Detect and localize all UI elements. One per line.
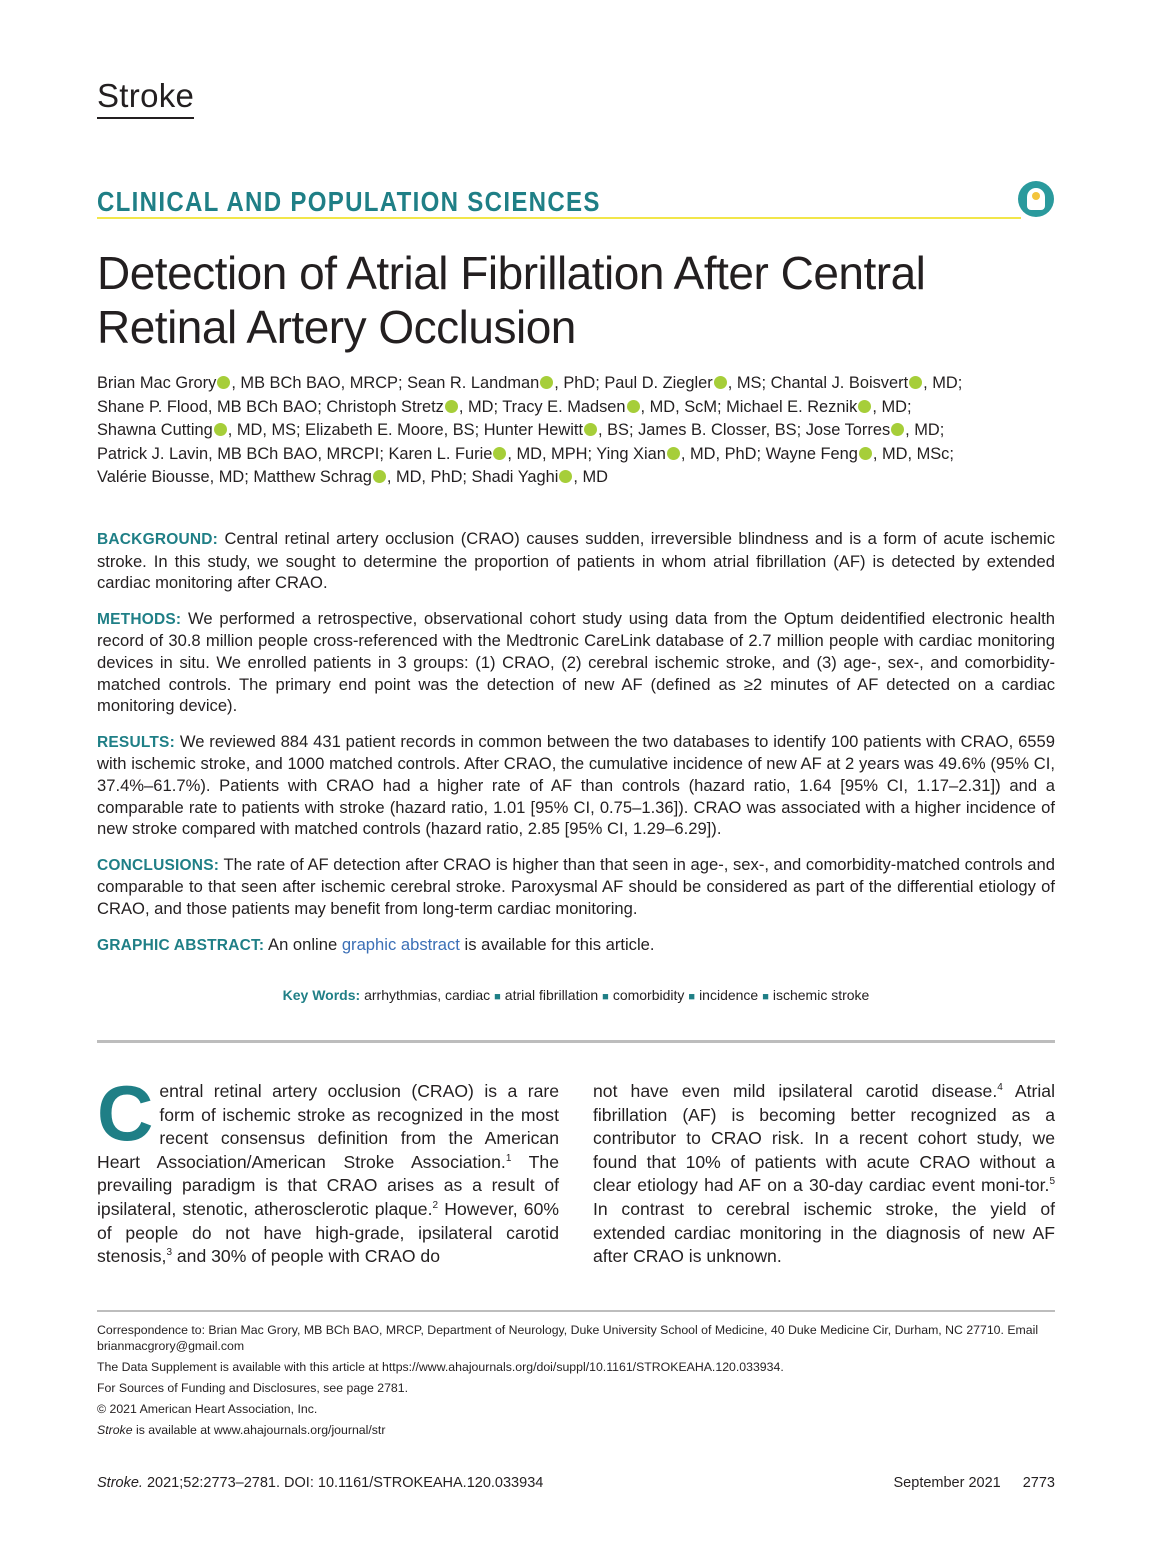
body-text: The prevailing paradigm is that CRAO arises as a result of ipsilateral, stenotic, atherosclerotic plaque.: [97, 1151, 559, 1219]
body-text: and 30% of people with CRAO do: [172, 1246, 440, 1267]
author-name: Wayne Feng: [765, 444, 858, 463]
author-degrees: BS: [607, 421, 629, 439]
methods-text: We performed a retrospective, observational cohort study using data from the Optum deidentified electronic health record of 30.8 million people cross-referenced with the Medtronic CareLink database of 2.7 million people with cardiac monitoring devices in situ. We enrolled patients in 3 groups: (1) CRAO, (2) cerebral ischemic stroke, and (3) age-, sex-, and comorbidity-matched controls. The primary end point was the detection of new AF (defined as ≥2 minutes of AF detected on a cardiac monitoring device).: [97, 608, 1055, 716]
footer-date: September 2021: [893, 1475, 1001, 1491]
abstract-background: [97, 528, 1055, 594]
conclusions-label: CONCLUSIONS:: [97, 856, 220, 874]
footnotes: [97, 1322, 1055, 1443]
author-name: Matthew Schrag: [253, 468, 372, 486]
author-degrees: MD: [582, 468, 609, 486]
author-degrees: MD, MPH: [516, 444, 588, 463]
author-name: Chantal J. Boisvert: [770, 374, 909, 392]
author-degrees: PhD: [563, 374, 596, 392]
correspondence: Correspondence to: Brian Mac Grory, MB BCh BAO, MRCP, Department of Neurology, Duke University School of Medicine, 40 Duke Medicine Cir, Durham, NC 27710. Email brianmacgrory@gmail.com: [97, 1323, 1039, 1353]
citation-ref: 1: [505, 1152, 512, 1164]
author-name: Ying Xian: [596, 444, 666, 463]
author-degrees: MD: [932, 374, 958, 392]
keyword: arrhythmias, cardiac: [364, 987, 491, 1003]
author-degrees: MD: [218, 468, 245, 486]
keyword-separator-icon: ■: [688, 991, 696, 1003]
keyword: comorbidity: [612, 987, 685, 1003]
author-degrees: MD, PhD: [395, 468, 463, 486]
author-degrees: MD, MSc: [882, 444, 950, 463]
body-text: entral retinal artery occlusion (CRAO) is a rare form of ischemic stroke as recognized in the most recent consensus definition from the American Heart Association/American Stroke Association.: [97, 1081, 559, 1172]
footnote-divider: [97, 1310, 1055, 1312]
abstract-graphic: [97, 934, 1055, 957]
orcid-icon[interactable]: [714, 376, 727, 389]
author-degrees: MS: [736, 374, 762, 392]
orcid-icon[interactable]: [858, 400, 871, 413]
orcid-icon[interactable]: [217, 376, 230, 389]
divider: [97, 1040, 1055, 1043]
copyright: © 2021 American Heart Association, Inc.: [97, 1402, 318, 1416]
author-name: Shane P. Flood: [97, 397, 208, 416]
orcid-icon[interactable]: [627, 400, 640, 413]
orcid-icon[interactable]: [373, 470, 386, 483]
author-name: Shawna Cutting: [97, 421, 213, 439]
author-name: Michael E. Reznik: [726, 397, 858, 416]
author-name: Brian Mac Grory: [97, 374, 217, 392]
orcid-icon[interactable]: [445, 400, 458, 413]
citation-ref: 2: [432, 1200, 439, 1212]
orcid-icon[interactable]: [667, 447, 680, 460]
author-name: Karen L. Furie: [388, 444, 493, 463]
background-label: BACKGROUND:: [97, 531, 219, 548]
author-degrees: MB BCh BAO: [217, 397, 318, 416]
availability: [97, 1422, 1055, 1438]
keyword: ischemic stroke: [772, 987, 870, 1003]
author-degrees: MB BCh BAO, MRCP: [240, 374, 398, 392]
results-text: We reviewed 884 431 patient records in common between the two databases to identify 100 patients with CRAO, 6559 with ischemic stroke, and 1000 matched controls. After CRAO, the cumulative incidence of new AF at 2 years was 49.6% (95% CI, 37.4%–61.7%). Patients with CRAO had a higher rate of AF than controls (hazard ratio, 1.64 [95% CI, 1.17–2.31]) and a comparable rate to patients with stroke (hazard ratio, 1.01 [95% CI, 0.75–1.36]). CRAO was associated with a higher incidence of new stroke compared with matched controls (hazard ratio, 2.85 [95% CI, 1.29–6.29]).: [97, 731, 1055, 839]
body-text: However, 60% of people do not have high-grade, ipsilateral carotid stenosis,: [97, 1198, 560, 1267]
author-degrees: BS: [452, 421, 475, 439]
results-label: RESULTS:: [97, 733, 175, 751]
author-name: Sean R. Landman: [407, 374, 540, 392]
author-name: Christoph Stretz: [326, 397, 444, 416]
footer-citation: 2021;52:2773–2781. DOI: 10.1161/STROKEAHA.120.033934: [142, 1475, 544, 1491]
author-degrees: MD, ScM: [649, 397, 718, 416]
journal-logo: Stroke: [97, 76, 194, 119]
author-degrees: MD: [914, 421, 940, 439]
orcid-icon[interactable]: [859, 447, 872, 460]
funding-note: For Sources of Funding and Disclosures, see page 2781.: [97, 1381, 409, 1395]
orcid-icon[interactable]: [493, 447, 506, 460]
keyword-separator-icon: ■: [602, 991, 609, 1003]
author-name: Hunter Hewitt: [483, 421, 584, 439]
author-degrees: MB BCh BAO, MRCPI: [217, 444, 380, 463]
graphic-post: is available for this article.: [464, 934, 655, 954]
author-list: Brian Mac Grory , MB BCh BAO, MRCP; Sean R. Landman , PhD; Paul D. Ziegler , MS; Chantal J. Boisvert , MD; Shane P. Flood, MB BCh BAO; Christoph Stretz , MD; Tracy E. Madsen , MD, ScM; Michael E. Reznik , MD; Shawna Cutting , MD, MS; Elizabeth E. Moore, BS; Hunter Hewitt , BS; James B. Closser, BS; Jose Torres , MD; Patrick J. Lavin, MB BCh BAO, MRCPI; Karen L. Furie , MD, MPH; Ying Xian , MD, PhD; Wayne Feng , MD, MSc; Valérie Biousse, MD; Matthew Schrag , MD, PhD; Shadi Yaghi , MD: [97, 374, 963, 486]
methods-label: METHODS:: [97, 610, 182, 628]
keyword: incidence: [699, 987, 759, 1003]
section-label: CLINICAL AND POPULATION SCIENCES: [97, 186, 601, 217]
orcid-icon[interactable]: [891, 423, 904, 436]
conclusions-text: The rate of AF detection after CRAO is higher than that seen in age-, sex-, and comorbidity-matched controls and comparable to that seen after ischemic cerebral stroke. Paroxysmal AF should be considered as part of the differential etiology of CRAO, and those patients may benefit from long-term cardiac monitoring.: [97, 854, 1055, 918]
body-text: In contrast to cerebral ischemic stroke, the yield of extended cardiac monitoring in the diagnosis of new AF after CRAO is unknown.: [593, 1198, 1055, 1267]
body-text: Atrial fibrillation (AF) is becoming better recognized as a contributor to CRAO risk. In a recent cohort study, we found that 10% of patients with acute CRAO without a clear etiology had AF on a 30-day cardiac event moni-tor.: [593, 1081, 1055, 1196]
author-name: James B. Closser: [638, 421, 766, 439]
keyword: atrial fibrillation: [504, 987, 599, 1003]
drop-cap: C: [97, 1069, 154, 1157]
author-name: Patrick J. Lavin: [97, 444, 209, 463]
graphic-pre: An online: [268, 934, 338, 954]
brain-head-icon: [1018, 181, 1054, 217]
author-name: Paul D. Ziegler: [604, 374, 713, 392]
author-degrees: MD: [467, 397, 494, 416]
abstract: [97, 528, 1055, 970]
citation-ref: 4: [997, 1082, 1003, 1094]
orcid-icon[interactable]: [214, 423, 227, 436]
body-text: not have even mild ipsilateral carotid disease.: [593, 1081, 998, 1101]
page-number: 2773: [1022, 1475, 1055, 1491]
author-name: Shadi Yaghi: [471, 468, 559, 486]
keyword-separator-icon: ■: [494, 991, 501, 1003]
author-name: Jose Torres: [805, 421, 891, 439]
graphic-label: GRAPHIC ABSTRACT:: [97, 936, 265, 954]
author-degrees: BS: [774, 421, 797, 439]
data-supplement: The Data Supplement is available with this article at https://www.ahajournals.org/doi/suppl/10.1161/STROKEAHA.120.033934.: [97, 1360, 784, 1374]
orcid-icon[interactable]: [559, 470, 572, 483]
citation-footer: [97, 1475, 543, 1491]
availability-journal: Stroke: [97, 1423, 133, 1437]
author-name: Elizabeth E. Moore: [305, 421, 444, 439]
abstract-results: [97, 731, 1055, 840]
orcid-icon[interactable]: [540, 376, 553, 389]
body-column-left: [97, 1069, 560, 1269]
keyword-separator-icon: ■: [762, 991, 769, 1003]
author-degrees: MD, MS: [236, 421, 297, 439]
author-name: Valérie Biousse: [97, 468, 210, 486]
author-degrees: MD, PhD: [689, 444, 757, 463]
author-degrees: MD: [881, 397, 907, 416]
article-title: Detection of Atrial Fibrillation After Central Retinal Artery Occlusion: [97, 247, 926, 353]
author-name: Tracy E. Madsen: [502, 397, 626, 416]
keywords: [97, 985, 1055, 1007]
date-page-footer: [880, 1475, 1055, 1491]
background-text: Central retinal artery occlusion (CRAO) causes sudden, irreversible blindness and is a form of acute ischemic stroke. In this study, we sought to determine the proportion of patients in whom atrial fibrillation (AF) is detected by extended cardiac monitoring after CRAO.: [97, 529, 1055, 593]
orcid-icon[interactable]: [584, 423, 597, 436]
availability-text: is available at www.ahajournals.org/journal/str: [132, 1423, 386, 1437]
citation-ref: 3: [166, 1247, 172, 1259]
section-header: [97, 183, 1021, 219]
footer-journal: Stroke.: [97, 1475, 143, 1491]
abstract-conclusions: [97, 854, 1055, 920]
abstract-methods: [97, 608, 1055, 717]
brain-dot: [1032, 192, 1040, 200]
citation-ref: 5: [1049, 1176, 1055, 1188]
orcid-icon[interactable]: [909, 376, 922, 389]
graphic-abstract-link[interactable]: graphic abstract: [341, 934, 460, 954]
body-column-right: [593, 1080, 1055, 1269]
keywords-label: Key Words:: [282, 987, 361, 1003]
